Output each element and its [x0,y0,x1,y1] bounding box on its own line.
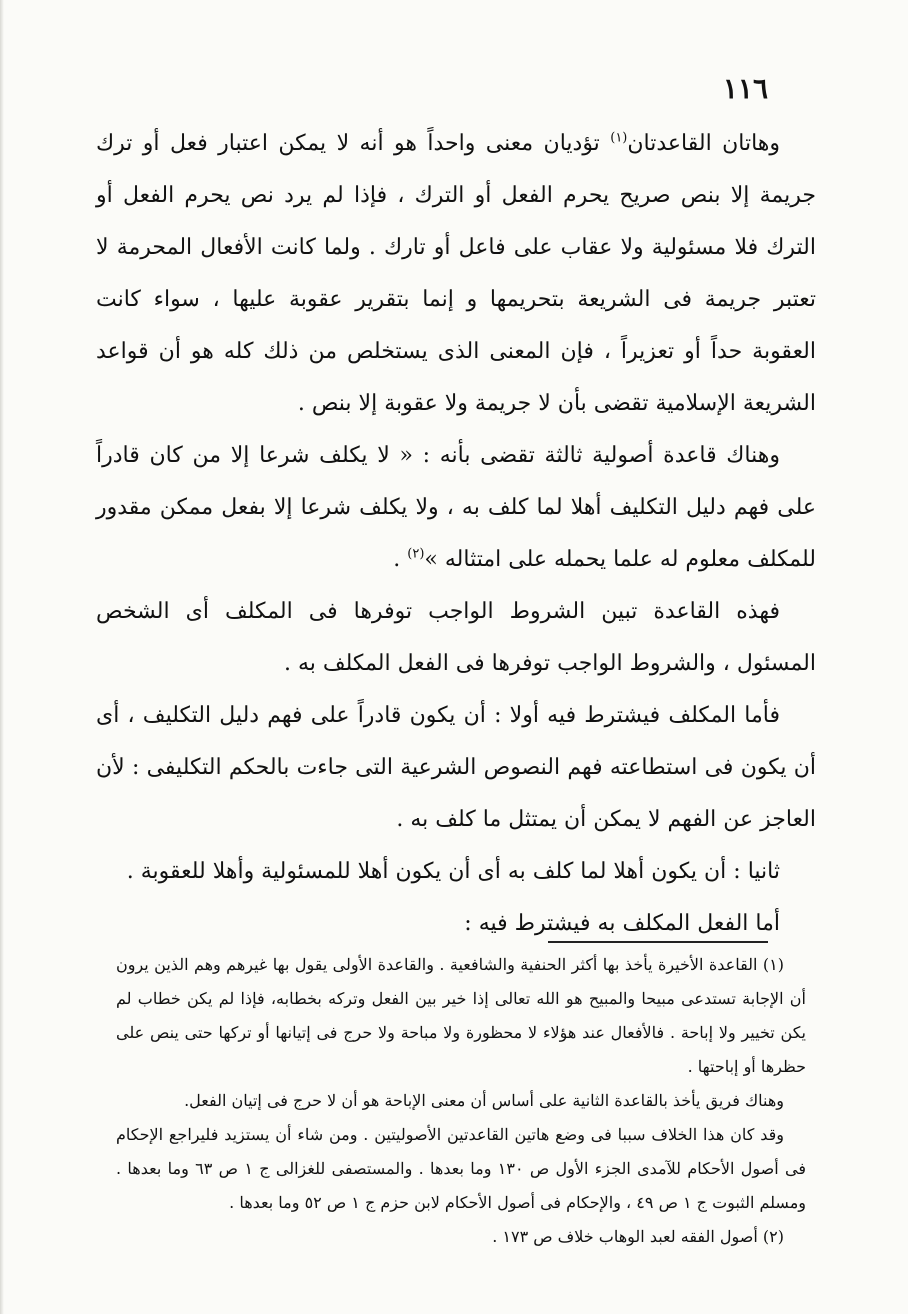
paragraph-1 [96,118,816,430]
page-number: ١١٦ [722,72,768,105]
footnote-1-part-3: وقد كان هذا الخلاف سببا فى وضع هاتين القاعدتين الأصوليتين . ومن شاء أن يستزيد فليراجع الإحكام فى أصول الأحكام للآمدى الجزء الأول ص ١٣٠ وما بعدها . والمستصفى للغزالى ج ١ ص ٦٣ وما بعدها . ومسلم الثبوت ج ١ ص ٤٩ ، والإحكام فى أصول الأحكام لابن حزم ج ١ ص ٥٢ وما بعدها . [116,1125,806,1212]
page-edge-shadow [0,0,4,1314]
footnote-1-part-1: (١) القاعدة الأخيرة يأخذ بها أكثر الحنفية والشافعية . والقاعدة الأولى يقول بها غيرهم وهم الذين يرون أن الإجابة تستدعى مبيحا والمبيح هو الله تعالى إذا خير بين الفعل وتركه بخطابه، فإذا لم يكن خطاب لم يكن تخيير ولا إباحة . فالأفعال عند هؤلاء لا محظورة ولا مباحة ولا حرج فى إتيانها أو تركها حتى ينص على حظرها أو إباحتها . [116,955,806,1076]
footnote-ref-2: (٢) [407,546,425,562]
paragraph-4: فأما المكلف فيشترط فيه أولا : أن يكون قادراً على فهم دليل التكليف ، أى أن يكون فى استطاعته فهم النصوص الشرعية التى جاءت بالحكم التكليفى : لأن العاجز عن الفهم لا يمكن أن يمتثل ما كلف به . [96,703,816,832]
paragraph-1-rest: تؤديان معنى واحداً هو أنه لا يمكن اعتبار فعل أو ترك جريمة إلا بنص صريح يحرم الفعل أو الترك ، فإذا لم يرد نص يحرم الفعل أو الترك فلا مسئولية ولا عقاب على فاعل أو تارك . ولما كانت الأفعال المحرمة لا تعتبر جريمة فى الشريعة بتحريمها و إنما بتقرير عقوبة عليها ، سواء كانت العقوبة حداً أو تعزيراً ، فإن المعنى الذى يستخلص من ذلك كله هو أن قواعد الشريعة الإسلامية تقضى بأن لا جريمة ولا عقوبة إلا بنص . [96,131,816,416]
paragraph-3: فهذه القاعدة تبين الشروط الواجب توفرها فى المكلف أى الشخص المسئول ، والشروط الواجب توفرها فى الفعل المكلف به . [96,599,816,676]
footnote-ref-1: (١) [610,130,628,146]
paragraph-2 [96,430,816,586]
footnote-2: (٢) أصول الفقه لعبد الوهاب خلاف ص ١٧٣ . [492,1227,784,1246]
footnote-1-part-2: وهناك فريق يأخذ بالقاعدة الثانية على أساس أن معنى الإباحة هو أن لا حرج فى إتيان الفعل. [184,1091,784,1110]
main-text [96,118,816,950]
footnote-separator [548,941,768,943]
paragraph-1-start: وهاتان القاعدتان [627,131,781,156]
footnotes [116,948,806,1254]
paragraph-5: ثانيا : أن يكون أهلا لما كلف به أى أن يكون أهلا للمسئولية وأهلا للعقوبة . [126,859,780,884]
paragraph-6: أما الفعل المكلف به فيشترط فيه : [464,911,780,936]
paragraph-2-start: وهناك قاعدة أصولية ثالثة تقضى بأنه : « لا يكلف شرعا إلا من كان قادراً على فهم دليل التكليف أهلا لما كلف به ، ولا يكلف شرعا إلا بفعل ممكن مقدور للمكلف معلوم له علما يحمله على امتثاله » [96,443,816,572]
paragraph-2-rest: . [393,547,408,572]
